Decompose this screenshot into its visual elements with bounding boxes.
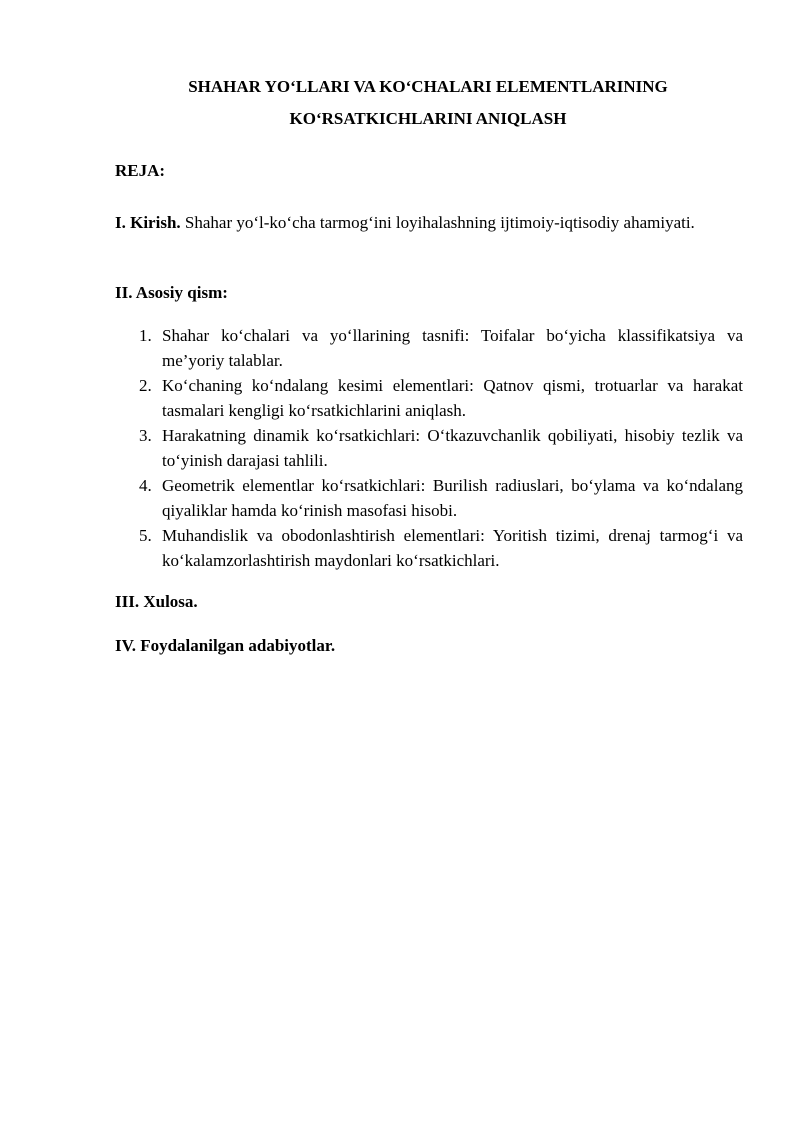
- list-item-number: 2.: [139, 376, 152, 395]
- conclusion-heading: III. Xulosa.: [115, 592, 198, 611]
- intro-label: I. Kirish.: [115, 213, 181, 232]
- main-part-list: [115, 323, 743, 573]
- list-item-text: Geometrik elementlar ko‘rsatkichlari: Burilish radiuslari, bo‘ylama va ko‘ndalang qiyaliklar hamda ko‘rinish masofasi hisobi.: [162, 476, 743, 520]
- list-item-number: 3.: [139, 426, 152, 445]
- document-title-line-2: KO‘RSATKICHLARINI ANIQLASH: [289, 109, 567, 128]
- intro-paragraph: [115, 210, 743, 235]
- list-item-number: 4.: [139, 476, 152, 495]
- list-item-number: 1.: [139, 326, 152, 345]
- list-item-text: Shahar ko‘chalari va yo‘llarining tasnifi: Toifalar bo‘yicha klassifikatsiya va me’yoriy talablar.: [162, 326, 743, 370]
- plan-heading: REJA:: [115, 161, 166, 180]
- intro-text: Shahar yo‘l-ko‘cha tarmog‘ini loyihalashning ijtimoiy-iqtisodiy ahamiyati.: [184, 213, 695, 232]
- list-item: [115, 323, 743, 373]
- list-item: [115, 473, 743, 523]
- list-item-number: 5.: [139, 526, 152, 545]
- list-item: [115, 423, 743, 473]
- references-heading: IV. Foydalanilgan adabiyotlar.: [115, 636, 336, 655]
- list-item-text: Harakatning dinamik ko‘rsatkichlari: O‘tkazuvchanlik qobiliyati, hisobiy tezlik va to‘yinish darajasi tahlili.: [162, 426, 743, 470]
- list-item: [115, 523, 743, 573]
- list-item-text: Muhandislik va obodonlashtirish elementlari: Yoritish tizimi, drenaj tarmog‘i va ko‘kalamzorlashtirish maydonlari ko‘rsatkichlari.: [162, 526, 743, 570]
- list-item-text: Ko‘chaning ko‘ndalang kesimi elementlari: Qatnov qismi, trotuarlar va harakat tasmalari kengligi ko‘rsatkichlarini aniqlash.: [162, 376, 743, 420]
- list-item: [115, 373, 743, 423]
- document-title-line-1: SHAHAR YO‘LLARI VA KO‘CHALARI ELEMENTLARINING: [188, 77, 668, 96]
- main-part-heading: II. Asosiy qism:: [115, 283, 228, 302]
